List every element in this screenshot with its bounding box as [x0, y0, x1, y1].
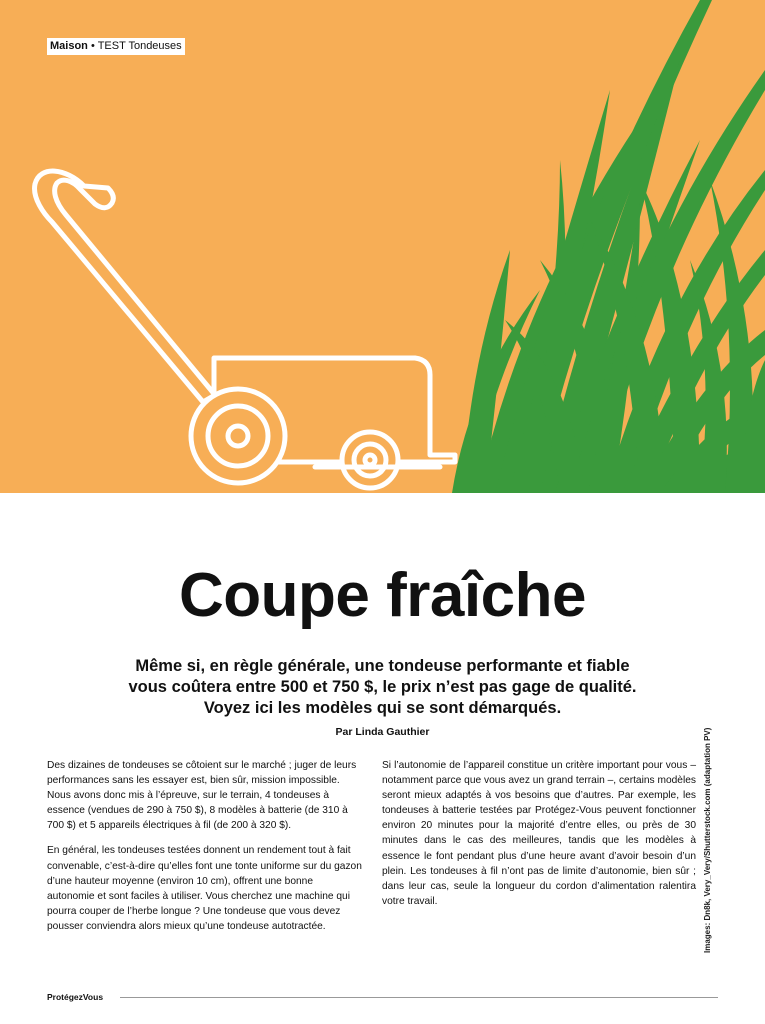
dek-line: Même si, en règle générale, une tondeuse performante et fiable	[135, 657, 630, 675]
body-column-right	[382, 758, 696, 919]
paragraph: Des dizaines de tondeuses se côtoient sur le marché ; juger de leurs performances sans les essayer est, bien sûr, mission impossible. Nous avons donc mis à l’épreuve, sur le terrain, 4 tondeuses à essence (vendues de 290 à 750 $), 8 modèles à batterie (de 310 à 700 $) et 5 appareils électriques à fil (de 200 à 320 $).	[47, 760, 357, 832]
body-column-left	[47, 758, 362, 944]
section-label: Maison	[50, 40, 88, 52]
image-credit: Images: Dn8k, Very_Very/Shutterstock.com (adaptation PV)	[703, 727, 712, 953]
article-dek	[90, 656, 675, 719]
grass-icon	[452, 0, 765, 493]
byline: Par Linda Gauthier	[335, 726, 430, 738]
dek-line: Voyez ici les modèles qui se sont démarqués.	[203, 699, 562, 717]
page-title: Coupe fraîche	[179, 561, 586, 630]
footer-divider	[120, 997, 718, 998]
dek-line: vous coûtera entre 500 et 750 $, le prix n’est pas gage de qualité.	[128, 678, 637, 696]
paragraph: Si l’autonomie de l’appareil constitue un critère important pour vous – notamment parce que vous avez un grand terrain –, certains modèles seront mieux adaptés à vos besoins que d’autres. Par exemple, les tondeuses à batterie testées par Protégez-Vous peuvent fonctionner environ 20 minutes pour la majorité d’entre elles, ou près de 30 minutes dans le cas des meilleures, tandis que les modèles à essence le font pendant plus d’une heure avant d’avoir besoin d’un plein. Les tondeuses à fil n’ont pas de limite d’autonomie, bien sûr ; dans leur cas, seule la longueur du cordon d’alimentation ralentira votre travail.	[382, 760, 696, 907]
tag-separator: •	[90, 40, 95, 52]
section-tag	[47, 38, 185, 55]
lawn-mower-icon	[35, 171, 455, 488]
paragraph: En général, les tondeuses testées donnent un rendement tout à fait convenable, c’est-à-dire qu’elles font une tonte uniforme sur du gazon d’une hauteur moyenne (environ 10 cm), offrent une bonne autonomie et sont faciles à utiliser. Vous cherchez une machine qui pourra couper de l’herbe longue ? Une tondeuse que vous devez pousser conviendra alors mieux qu’une tondeuse autotractée.	[47, 845, 362, 932]
footer-brand: ProtégezVous	[47, 992, 104, 1002]
topic-label: TEST Tondeuses	[97, 40, 182, 52]
hero-illustration	[0, 0, 765, 493]
